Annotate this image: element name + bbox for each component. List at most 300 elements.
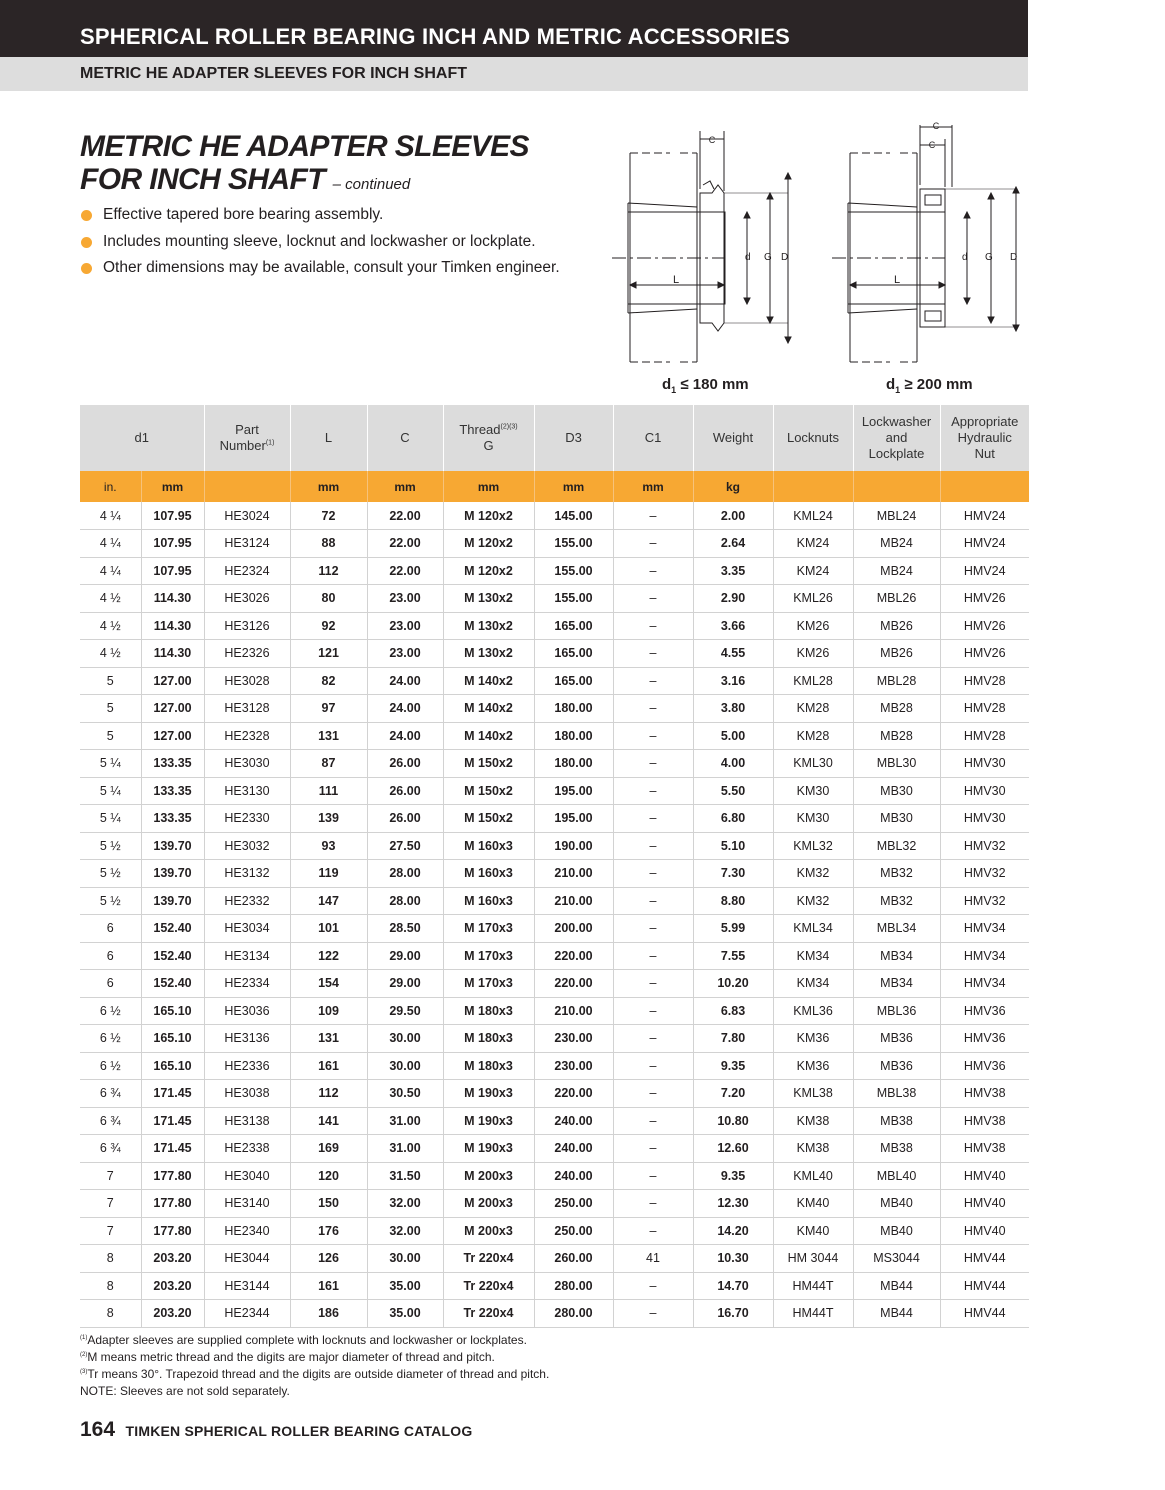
table-cell: MBL28 <box>853 667 940 695</box>
table-cell: 114.30 <box>141 585 204 613</box>
table-cell: 30.00 <box>367 1245 443 1273</box>
table-cell: M 150x2 <box>443 777 534 805</box>
table-cell: 127.00 <box>141 695 204 723</box>
table-row <box>80 1190 1029 1218</box>
table-body <box>80 502 1029 1327</box>
table-cell: M 140x2 <box>443 667 534 695</box>
table-cell: KM36 <box>773 1025 853 1053</box>
bullet-dot-icon <box>81 263 92 274</box>
table-cell: 250.00 <box>534 1190 613 1218</box>
heading-line-2: FOR INCH SHAFT <box>80 163 325 196</box>
table-cell: MB40 <box>853 1190 940 1218</box>
table-cell: – <box>613 942 693 970</box>
table-cell: 4 ½ <box>80 640 141 668</box>
table-cell: 195.00 <box>534 777 613 805</box>
table-cell: 26.00 <box>367 805 443 833</box>
table-cell: 6 ¾ <box>80 1135 141 1163</box>
table-cell: 6 ¾ <box>80 1080 141 1108</box>
table-cell: 230.00 <box>534 1052 613 1080</box>
diagram-small-bore <box>612 131 791 362</box>
table-cell: 200.00 <box>534 915 613 943</box>
table-cell: HMV44 <box>940 1245 1029 1273</box>
table-cell: 165.00 <box>534 667 613 695</box>
svg-text:C: C <box>928 140 936 150</box>
footnote-2: $^{(2)}$M means metric thread and the digits are major diameter of thread and pitch. <box>80 1350 495 1364</box>
table-cell: 12.60 <box>693 1135 773 1163</box>
table-cell: 2.64 <box>693 530 773 558</box>
unit-cell: in. <box>80 471 141 502</box>
table-cell: 109 <box>290 997 367 1025</box>
table-cell: HMV36 <box>940 997 1029 1025</box>
table-cell: KML32 <box>773 832 853 860</box>
table-cell: KML28 <box>773 667 853 695</box>
table-cell: – <box>613 1190 693 1218</box>
table-cell: MB36 <box>853 1052 940 1080</box>
table-cell: 210.00 <box>534 860 613 888</box>
table-row <box>80 1080 1029 1108</box>
table-cell: – <box>613 805 693 833</box>
table-cell: 230.00 <box>534 1025 613 1053</box>
table-cell: – <box>613 1135 693 1163</box>
table-cell: HMV40 <box>940 1190 1029 1218</box>
table-cell: HE3036 <box>204 997 290 1025</box>
table-cell: 131 <box>290 1025 367 1053</box>
table-cell: 10.80 <box>693 1107 773 1135</box>
table-cell: HE3134 <box>204 942 290 970</box>
table-cell: HMV40 <box>940 1217 1029 1245</box>
unit-cell: mm <box>534 471 613 502</box>
table-cell: KM26 <box>773 640 853 668</box>
table-cell: 16.70 <box>693 1300 773 1328</box>
table-cell: KM38 <box>773 1107 853 1135</box>
table-cell: HE3132 <box>204 860 290 888</box>
table-cell: 72 <box>290 502 367 530</box>
table-cell: HMV28 <box>940 667 1029 695</box>
table-cell: 171.45 <box>141 1107 204 1135</box>
svg-text:L: L <box>893 274 901 286</box>
table-cell: 80 <box>290 585 367 613</box>
table-cell: 260.00 <box>534 1245 613 1273</box>
table-cell: MB32 <box>853 860 940 888</box>
table-cell: KM24 <box>773 530 853 558</box>
table-cell: 114.30 <box>141 640 204 668</box>
svg-text:G: G <box>764 252 772 263</box>
table-cell: M 120x2 <box>443 557 534 585</box>
table-cell: 32.00 <box>367 1217 443 1245</box>
table-cell: Tr 220x4 <box>443 1245 534 1273</box>
table-cell: 5.00 <box>693 722 773 750</box>
table-cell: HE2344 <box>204 1300 290 1328</box>
table-cell: – <box>613 722 693 750</box>
table-cell: 9.35 <box>693 1052 773 1080</box>
table-cell: 171.45 <box>141 1135 204 1163</box>
svg-text:d: d <box>962 252 968 263</box>
table-cell: HMV30 <box>940 805 1029 833</box>
col-d1: d1 <box>80 405 204 471</box>
table-cell: M 190x3 <box>443 1080 534 1108</box>
table-cell: MS3044 <box>853 1245 940 1273</box>
table-cell: 210.00 <box>534 887 613 915</box>
table-cell: 6 ½ <box>80 1025 141 1053</box>
unit-cell: mm <box>367 471 443 502</box>
section-heading <box>80 130 529 201</box>
table-cell: 23.00 <box>367 585 443 613</box>
table-cell: HMV44 <box>940 1300 1029 1328</box>
table-cell: MB34 <box>853 970 940 998</box>
table-cell: 35.00 <box>367 1300 443 1328</box>
table-cell: M 170x3 <box>443 970 534 998</box>
table-row <box>80 557 1029 585</box>
table-cell: 4.55 <box>693 640 773 668</box>
table-cell: 29.50 <box>367 997 443 1025</box>
table-cell: 133.35 <box>141 750 204 778</box>
table-cell: 112 <box>290 1080 367 1108</box>
table-cell: 152.40 <box>141 970 204 998</box>
table-cell: HM44T <box>773 1300 853 1328</box>
table-cell: HE3040 <box>204 1162 290 1190</box>
table-cell: 7.20 <box>693 1080 773 1108</box>
table-cell: – <box>613 1107 693 1135</box>
subheader-bar <box>0 57 1028 91</box>
col-d3: D3 <box>534 405 613 471</box>
table-cell: 29.00 <box>367 942 443 970</box>
table-cell: 152.40 <box>141 942 204 970</box>
table-cell: 2.90 <box>693 585 773 613</box>
table-cell: KML34 <box>773 915 853 943</box>
table-row <box>80 860 1029 888</box>
table-cell: M 130x2 <box>443 640 534 668</box>
table-cell: 30.00 <box>367 1025 443 1053</box>
table-cell: M 120x2 <box>443 530 534 558</box>
svg-text:C: C <box>932 121 940 131</box>
table-cell: 154 <box>290 970 367 998</box>
table-cell: 8 <box>80 1272 141 1300</box>
table-cell: – <box>613 777 693 805</box>
table-cell: 114.30 <box>141 612 204 640</box>
table-cell: 6.80 <box>693 805 773 833</box>
table-cell: 180.00 <box>534 722 613 750</box>
table-cell: – <box>613 750 693 778</box>
table-cell: 155.00 <box>534 530 613 558</box>
table-row <box>80 915 1029 943</box>
table-cell: 5 ½ <box>80 832 141 860</box>
table-cell: 121 <box>290 640 367 668</box>
table-cell: MB24 <box>853 557 940 585</box>
table-cell: – <box>613 1080 693 1108</box>
diagram-right-caption: $d_1 \ge 200$ mm <box>886 376 973 395</box>
table-cell: 5 <box>80 722 141 750</box>
table-cell: HE3026 <box>204 585 290 613</box>
table-row <box>80 1300 1029 1328</box>
table-cell: 31.00 <box>367 1107 443 1135</box>
table-cell: HE3024 <box>204 502 290 530</box>
table-cell: MBL30 <box>853 750 940 778</box>
table-cell: 24.00 <box>367 695 443 723</box>
table-cell: 131 <box>290 722 367 750</box>
table-cell: MB26 <box>853 640 940 668</box>
unit-cell: mm <box>613 471 693 502</box>
table-cell: MB28 <box>853 722 940 750</box>
table-cell: KML36 <box>773 997 853 1025</box>
table-cell: 133.35 <box>141 805 204 833</box>
table-cell: HE3128 <box>204 695 290 723</box>
table-cell: 5 <box>80 695 141 723</box>
table-cell: – <box>613 640 693 668</box>
table-cell: HMV40 <box>940 1162 1029 1190</box>
table-cell: HE2334 <box>204 970 290 998</box>
table-cell: 6 ½ <box>80 1052 141 1080</box>
table-cell: 12.30 <box>693 1190 773 1218</box>
col-hydraulic-nut: Appropriate Hydraulic Nut <box>940 405 1029 471</box>
diagram-large-bore <box>832 121 1019 362</box>
col-c: C <box>367 405 443 471</box>
table-cell: 127.00 <box>141 667 204 695</box>
table-cell: 5 ½ <box>80 860 141 888</box>
table-cell: 7.55 <box>693 942 773 970</box>
table-row <box>80 750 1029 778</box>
table-cell: 23.00 <box>367 640 443 668</box>
table-cell: KM28 <box>773 722 853 750</box>
table-cell: 6 ½ <box>80 997 141 1025</box>
table-row <box>80 1107 1029 1135</box>
table-cell: 4 ¼ <box>80 502 141 530</box>
table-cell: 5 <box>80 667 141 695</box>
table-cell: HE2330 <box>204 805 290 833</box>
table-cell: MB32 <box>853 887 940 915</box>
table-cell: HMV34 <box>940 942 1029 970</box>
table-cell: 177.80 <box>141 1190 204 1218</box>
table-cell: 155.00 <box>534 557 613 585</box>
table-cell: 4.00 <box>693 750 773 778</box>
table-cell: 7.80 <box>693 1025 773 1053</box>
svg-text:D: D <box>1010 252 1018 263</box>
table-cell: HE2324 <box>204 557 290 585</box>
table-cell: 280.00 <box>534 1272 613 1300</box>
table-cell: MB34 <box>853 942 940 970</box>
table-cell: HMV32 <box>940 887 1029 915</box>
table-cell: – <box>613 1162 693 1190</box>
table-row <box>80 805 1029 833</box>
table-cell: MB26 <box>853 612 940 640</box>
table-cell: M 200x3 <box>443 1162 534 1190</box>
table-cell: 29.00 <box>367 970 443 998</box>
table-cell: 147 <box>290 887 367 915</box>
table-cell: 177.80 <box>141 1217 204 1245</box>
unit-cell: mm <box>290 471 367 502</box>
table-cell: 93 <box>290 832 367 860</box>
table-cell: 133.35 <box>141 777 204 805</box>
note-text: NOTE: Sleeves are not sold separately. <box>80 1384 290 1398</box>
table-cell: HMV24 <box>940 557 1029 585</box>
table-cell: HMV26 <box>940 640 1029 668</box>
table-row <box>80 997 1029 1025</box>
table-cell: HE3028 <box>204 667 290 695</box>
table-cell: KM40 <box>773 1217 853 1245</box>
table-cell: 203.20 <box>141 1300 204 1328</box>
table-cell: 7 <box>80 1162 141 1190</box>
table-cell: 28.00 <box>367 887 443 915</box>
table-cell: HMV44 <box>940 1272 1029 1300</box>
table-cell: 32.00 <box>367 1190 443 1218</box>
col-c1: C1 <box>613 405 693 471</box>
table-cell: 27.50 <box>367 832 443 860</box>
table-cell: HE3138 <box>204 1107 290 1135</box>
table-cell: 8.80 <box>693 887 773 915</box>
table-cell: M 140x2 <box>443 722 534 750</box>
table-cell: 5.99 <box>693 915 773 943</box>
table-cell: 22.00 <box>367 502 443 530</box>
table-cell: HMV38 <box>940 1135 1029 1163</box>
table-cell: 177.80 <box>141 1162 204 1190</box>
table-cell: HMV32 <box>940 860 1029 888</box>
table-row <box>80 1217 1029 1245</box>
table-cell: MB38 <box>853 1135 940 1163</box>
table-cell: 26.00 <box>367 750 443 778</box>
table-cell: – <box>613 832 693 860</box>
table-cell: 3.80 <box>693 695 773 723</box>
table-cell: MBL36 <box>853 997 940 1025</box>
table-cell: 4 ¼ <box>80 557 141 585</box>
table-cell: HE3124 <box>204 530 290 558</box>
table-cell: MB24 <box>853 530 940 558</box>
header-title: SPHERICAL ROLLER BEARING INCH AND METRIC ACCESSORIES <box>80 24 790 49</box>
table-cell: 111 <box>290 777 367 805</box>
table-cell: – <box>613 502 693 530</box>
table-cell: M 160x3 <box>443 887 534 915</box>
table-cell: 107.95 <box>141 502 204 530</box>
unit-cell <box>204 471 290 502</box>
table-cell: 24.00 <box>367 722 443 750</box>
table-cell: 169 <box>290 1135 367 1163</box>
table-cell: 141 <box>290 1107 367 1135</box>
table-cell: 203.20 <box>141 1245 204 1273</box>
unit-cell <box>853 471 940 502</box>
table-cell: HMV30 <box>940 777 1029 805</box>
table-cell: 28.50 <box>367 915 443 943</box>
table-cell: 26.00 <box>367 777 443 805</box>
table-cell: HM44T <box>773 1272 853 1300</box>
table-cell: 97 <box>290 695 367 723</box>
table-cell: M 200x3 <box>443 1190 534 1218</box>
unit-cell: mm <box>443 471 534 502</box>
diagram-left-caption: $d_1 \le 180$ mm <box>662 376 749 395</box>
table-cell: KML24 <box>773 502 853 530</box>
table-cell: 122 <box>290 942 367 970</box>
table-row <box>80 777 1029 805</box>
svg-text:d: d <box>745 252 751 263</box>
table-cell: KM34 <box>773 970 853 998</box>
table-cell: KML26 <box>773 585 853 613</box>
table-cell: 4 ¼ <box>80 530 141 558</box>
table-cell: 152.40 <box>141 915 204 943</box>
table-cell: 8 <box>80 1245 141 1273</box>
table-cell: MB38 <box>853 1107 940 1135</box>
table-cell: 150 <box>290 1190 367 1218</box>
table-cell: – <box>613 557 693 585</box>
bullet-dot-icon <box>81 237 92 248</box>
table-cell: M 140x2 <box>443 695 534 723</box>
table-cell: 165.00 <box>534 612 613 640</box>
table-cell: – <box>613 1025 693 1053</box>
table-cell: – <box>613 1217 693 1245</box>
table-cell: HE2332 <box>204 887 290 915</box>
table-cell: 195.00 <box>534 805 613 833</box>
table-header-row <box>80 405 1029 471</box>
unit-cell <box>940 471 1029 502</box>
table-cell: HMV24 <box>940 530 1029 558</box>
table-cell: HE3126 <box>204 612 290 640</box>
table-cell: 165.10 <box>141 1052 204 1080</box>
table-cell: KM28 <box>773 695 853 723</box>
table-cell: 10.30 <box>693 1245 773 1273</box>
col-part-number: Part Number$^{(1)}$ <box>204 405 290 471</box>
table-cell: 5 ½ <box>80 887 141 915</box>
table-cell: MBL24 <box>853 502 940 530</box>
table-cell: HMV36 <box>940 1052 1029 1080</box>
table-cell: MB36 <box>853 1025 940 1053</box>
table-cell: HE3136 <box>204 1025 290 1053</box>
col-weight: Weight <box>693 405 773 471</box>
table-cell: 165.10 <box>141 997 204 1025</box>
table-cell: HE3032 <box>204 832 290 860</box>
table-cell: – <box>613 970 693 998</box>
table-cell: – <box>613 695 693 723</box>
svg-text:D: D <box>781 252 789 263</box>
table-cell: 101 <box>290 915 367 943</box>
table-cell: HE3044 <box>204 1245 290 1273</box>
table-cell: HMV34 <box>940 915 1029 943</box>
table-cell: – <box>613 915 693 943</box>
table-cell: KM38 <box>773 1135 853 1163</box>
page-footer <box>80 1418 472 1442</box>
table-cell: HE2328 <box>204 722 290 750</box>
table-cell: 6 <box>80 970 141 998</box>
table-cell: M 130x2 <box>443 612 534 640</box>
table-cell: 10.20 <box>693 970 773 998</box>
table-cell: – <box>613 530 693 558</box>
table-row <box>80 1245 1029 1273</box>
table-cell: 190.00 <box>534 832 613 860</box>
table-cell: 4 ½ <box>80 585 141 613</box>
table-row <box>80 942 1029 970</box>
table-cell: KML40 <box>773 1162 853 1190</box>
table-cell: HE2326 <box>204 640 290 668</box>
table-row <box>80 832 1029 860</box>
table-cell: 220.00 <box>534 970 613 998</box>
table-cell: 165.10 <box>141 1025 204 1053</box>
subheader-title: METRIC HE ADAPTER SLEEVES FOR INCH SHAFT <box>80 65 467 82</box>
table-cell: M 160x3 <box>443 860 534 888</box>
table-cell: 87 <box>290 750 367 778</box>
table-cell: 41 <box>613 1245 693 1273</box>
table-cell: 6 ¾ <box>80 1107 141 1135</box>
table-cell: 31.00 <box>367 1135 443 1163</box>
table-cell: 31.50 <box>367 1162 443 1190</box>
table-units-row <box>80 471 1029 502</box>
table-cell: KM30 <box>773 805 853 833</box>
table-cell: 22.00 <box>367 530 443 558</box>
table-cell: 5.50 <box>693 777 773 805</box>
table-cell: 4 ½ <box>80 612 141 640</box>
table-cell: 161 <box>290 1272 367 1300</box>
table-cell: 180.00 <box>534 695 613 723</box>
table-cell: 220.00 <box>534 942 613 970</box>
table-cell: 176 <box>290 1217 367 1245</box>
table-cell: HMV34 <box>940 970 1029 998</box>
table-cell: KM36 <box>773 1052 853 1080</box>
table-cell: 6.83 <box>693 997 773 1025</box>
table-cell: MBL32 <box>853 832 940 860</box>
